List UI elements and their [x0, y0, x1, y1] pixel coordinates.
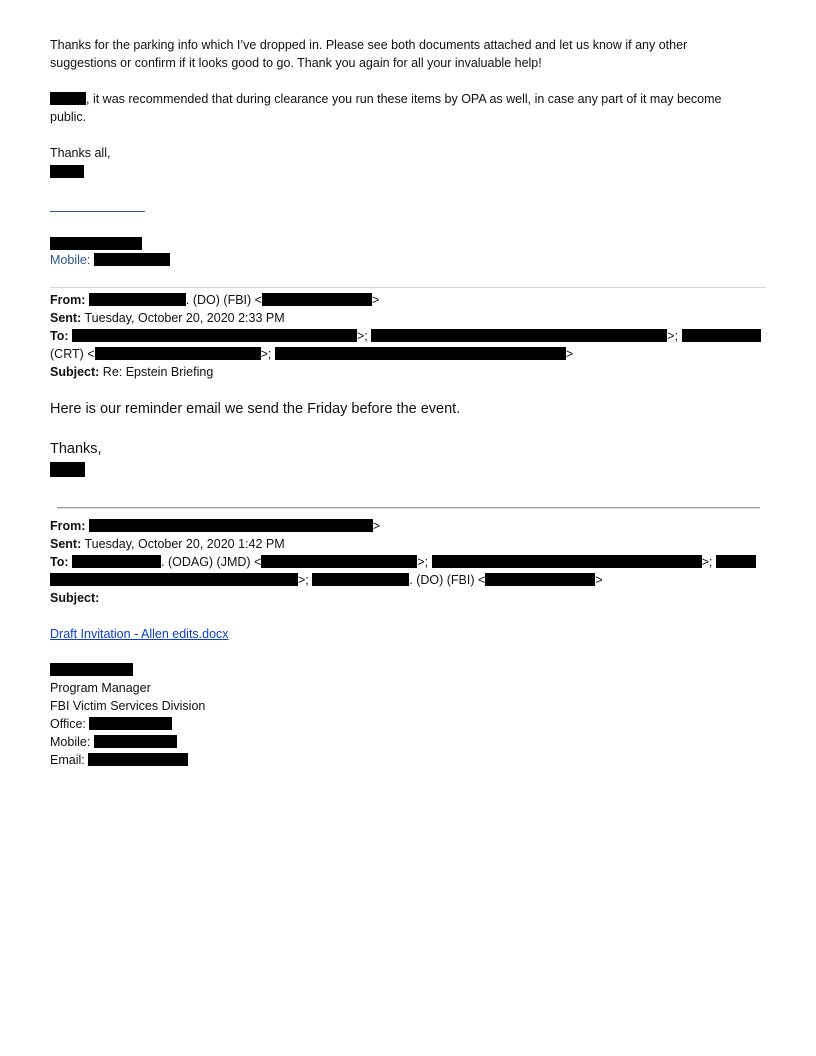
reply-closing: Thanks all,: [50, 146, 111, 160]
email-separator: [50, 287, 766, 288]
signature-divider: [50, 211, 145, 212]
subject-value: Re: Epstein Briefing: [102, 365, 214, 379]
to-label: To:: [50, 555, 69, 569]
redaction: [50, 92, 86, 105]
reply-paragraph-1-line-1: Thanks for the parking info which I’ve dropped in. Please see both documents attached and let us know if any other: [50, 38, 688, 52]
sent-value: Tuesday, October 20, 2020 2:33 PM: [84, 311, 285, 325]
redaction: [275, 347, 566, 360]
email2-sent-line: [50, 535, 285, 553]
mobile-label: Mobile:: [50, 735, 91, 749]
email2-from-line: [50, 517, 380, 535]
signature-division: FBI Victim Services Division: [50, 699, 206, 713]
email2-subject-line: [50, 589, 99, 607]
office-label: Office:: [50, 717, 86, 731]
redaction: [716, 555, 756, 568]
redaction: [682, 329, 761, 342]
odag-text: . (ODAG) (JMD) <: [161, 555, 262, 569]
subject-label: Subject:: [50, 591, 100, 605]
reply-paragraph-2-line-2: public.: [50, 110, 87, 124]
redaction: [50, 663, 133, 677]
email1-body: Here is our reminder email we send the Friday before the event.: [50, 401, 461, 417]
separator: >;: [667, 329, 679, 343]
separator: >;: [357, 329, 368, 343]
gt: >: [371, 293, 380, 307]
gt: >: [595, 573, 603, 587]
reply-paragraph-2-line-1: [50, 90, 722, 108]
mobile-label: Mobile:: [50, 253, 91, 267]
redaction: [371, 329, 667, 342]
redaction: [261, 555, 417, 568]
email-label: Email:: [50, 753, 85, 767]
redaction: [89, 293, 186, 306]
redaction: [88, 753, 188, 766]
redaction: [72, 329, 357, 342]
redaction: [485, 573, 595, 586]
separator: >;: [298, 573, 309, 587]
signature-title: Program Manager: [50, 681, 151, 695]
crt-text: (CRT) <: [50, 347, 95, 361]
redaction: [95, 347, 261, 360]
email-separator: [57, 507, 760, 509]
signature-email-line: [50, 751, 188, 769]
redaction: [50, 462, 85, 478]
email2-to-line-2: [50, 571, 603, 589]
separator: >;: [417, 555, 429, 569]
sent-value: Tuesday, October 20, 2020 1:42 PM: [84, 537, 285, 551]
gt: >: [372, 519, 381, 533]
separator: >;: [701, 555, 713, 569]
do-text: . (DO) (FBI) <: [409, 573, 486, 587]
signature-mobile-line: [50, 733, 177, 751]
redaction: [94, 735, 177, 748]
redaction: [94, 253, 170, 266]
subject-label: Subject:: [50, 365, 100, 379]
redaction: [89, 519, 373, 532]
redaction: [72, 555, 161, 568]
redaction: [262, 293, 372, 306]
sent-label: Sent:: [50, 311, 82, 325]
email1-closing: Thanks,: [50, 441, 102, 457]
from-label: From:: [50, 293, 86, 307]
sent-label: Sent:: [50, 537, 82, 551]
redaction: [312, 573, 409, 586]
email1-sent-line: [50, 309, 285, 327]
redaction: [50, 237, 142, 251]
redaction: [50, 573, 298, 586]
gt: >: [565, 347, 574, 361]
attachment-link[interactable]: Draft Invitation - Allen edits.docx: [50, 627, 229, 641]
reply-mobile-line: [50, 251, 170, 269]
signature-office-line: [50, 715, 172, 733]
email1-from-line: [50, 291, 379, 309]
from-label: From:: [50, 519, 86, 533]
redaction: [89, 717, 172, 730]
email1-subject-line: [50, 363, 213, 381]
email2-to-line: [50, 553, 756, 571]
reply-paragraph-1-line-2: suggestions or confirm if it looks good to go. Thank you again for all your invaluable help!: [50, 56, 542, 70]
to-label: To:: [50, 329, 69, 343]
email1-to-line: [50, 327, 761, 345]
separator: >;: [260, 347, 272, 361]
email1-to-line-2: [50, 345, 573, 363]
from-text: . (DO) (FBI) <: [185, 293, 262, 307]
redaction: [50, 165, 84, 179]
reply-paragraph-2-text: , it was recommended that during clearance you run these items by OPA as well, in case any part of it may become: [86, 92, 722, 106]
redaction: [432, 555, 702, 568]
